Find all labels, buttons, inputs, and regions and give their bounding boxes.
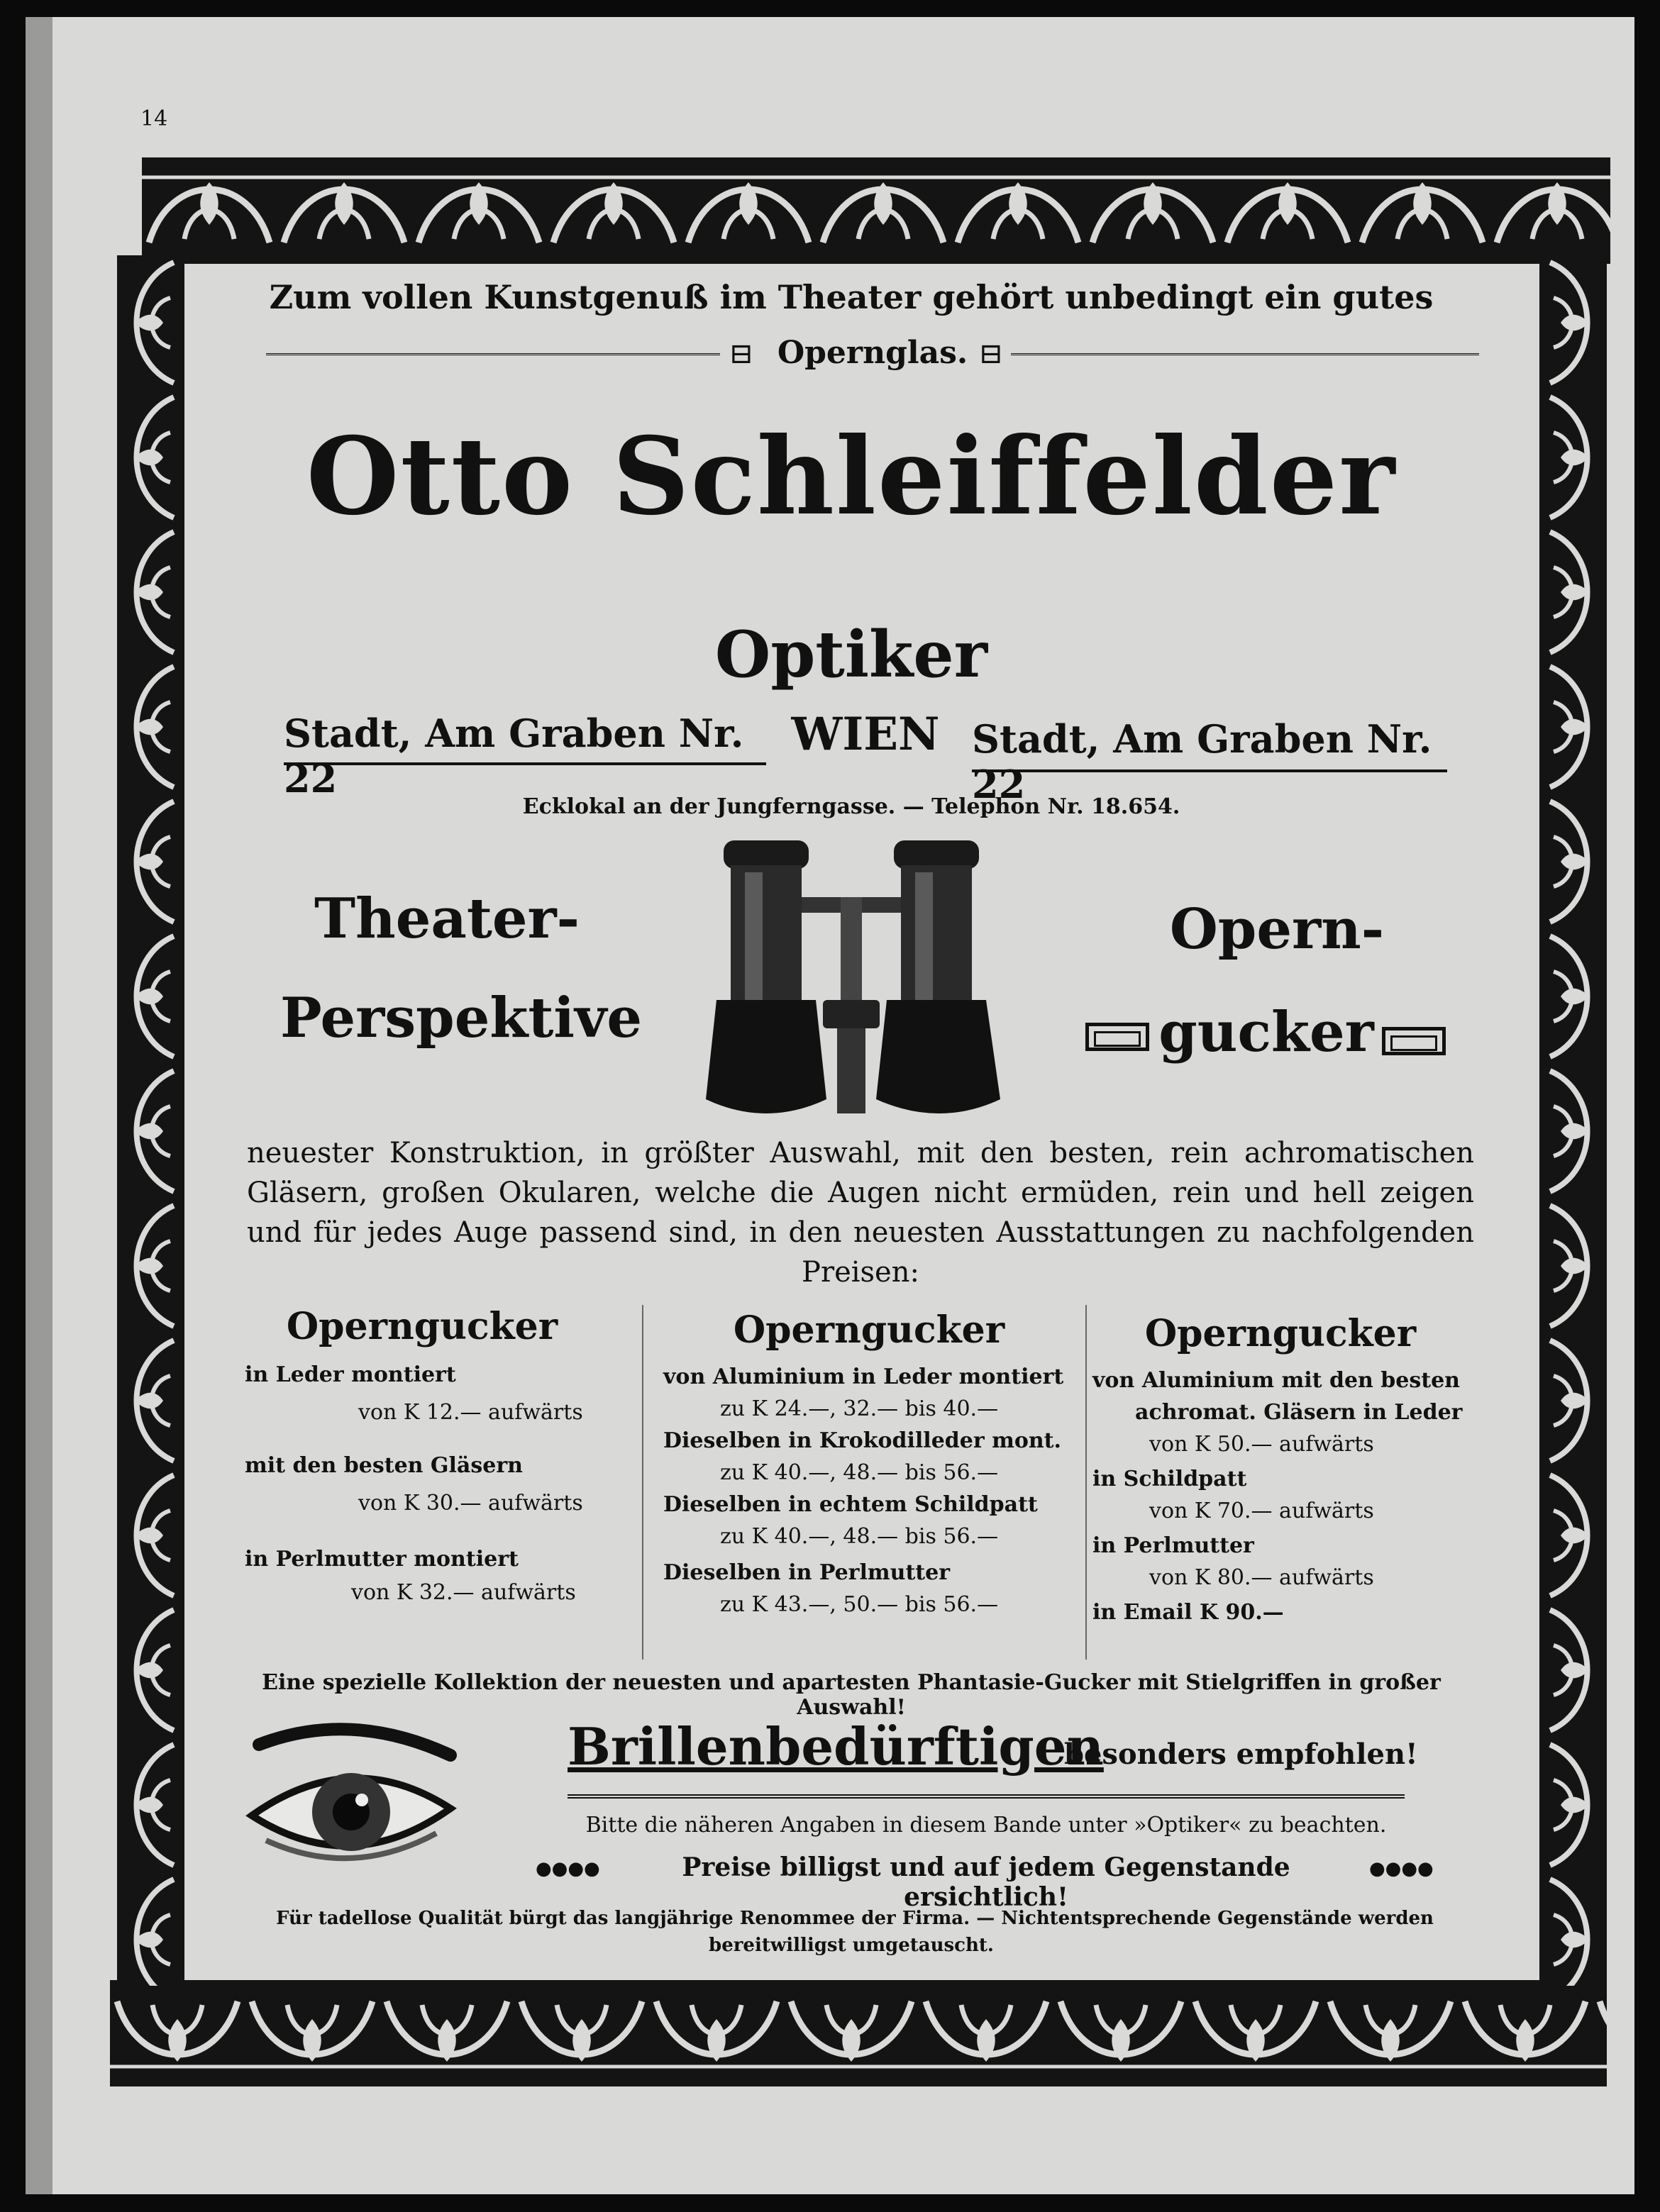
footer-line: Für tadellose Qualität bürgt das langjährige Renommee der Firma. — Nichtentsprechende Gegenstände werden [276, 1908, 1434, 1929]
address-right: Stadt, Am Graben Nr. 22 [972, 716, 1432, 807]
column-price: von K 30.— aufwärts [358, 1491, 583, 1516]
column-divider [642, 1305, 643, 1660]
glasses-deco-left: ●●●● [536, 1858, 600, 1879]
contact-line: Ecklokal an der Jungferngasse. — Telephon Nr. 18.654. [522, 794, 1180, 819]
intro-line: Zum vollen Kunstgenuß im Theater gehört unbedingt ein gutes [269, 278, 1434, 316]
page-edge-shadow [26, 17, 52, 2194]
eye-illustration [245, 1716, 458, 1886]
opera-glasses-illustration [695, 830, 1014, 1135]
border-left [117, 255, 184, 1986]
address-left: Stadt, Am Graben Nr. 22 [284, 711, 744, 801]
column-line: von Aluminium mit den besten [1092, 1368, 1460, 1393]
intro-rule-right [1011, 353, 1479, 355]
headline-deco-right [1382, 1027, 1446, 1055]
column-title: Operngucker [1144, 1312, 1417, 1355]
company-name: Otto Schleiffelder [306, 414, 1397, 539]
price-column-1 [245, 1305, 628, 1605]
city: WIEN [791, 708, 940, 761]
description-line: neuester Konstruktion, in größter Auswahl, mit den besten, rein achromatischen [247, 1137, 1474, 1169]
border-top [142, 157, 1610, 264]
column-price: zu K 43.—, 50.— bis 56.— [720, 1592, 999, 1617]
column-price: von K 12.— aufwärts [358, 1400, 583, 1425]
column-line: Dieselben in Krokodilleder mont. [663, 1428, 1061, 1453]
column-line: in Schildpatt [1092, 1467, 1247, 1491]
headline-opern: Opern- [1169, 897, 1385, 962]
column-price: von K 50.— aufwärts [1149, 1432, 1374, 1457]
column-price: zu K 24.—, 32.— bis 40.— [720, 1396, 999, 1421]
border-right [1539, 255, 1607, 1986]
column-price: von K 80.— aufwärts [1149, 1565, 1374, 1590]
glasses-suffix: besonders empfohlen! [1064, 1738, 1418, 1771]
intro-opernglas: Opernglas. [777, 335, 968, 371]
special-collection: Eine spezielle Kollektion der neuesten und apartesten Phantasie-Gucker mit Stielgriffen in großer Auswahl! [262, 1670, 1441, 1720]
footer-line: bereitwilligst umgetauscht. [709, 1935, 994, 1956]
price-column-3 [1092, 1312, 1490, 1625]
address-right-underline [972, 769, 1447, 772]
glasses-deco-right: ●●●● [1369, 1858, 1434, 1879]
column-divider [1085, 1305, 1087, 1660]
column-price: von K 32.— aufwärts [351, 1580, 576, 1605]
description-line: Gläsern, großen Okularen, welche die Augen nicht ermüden, rein und hell zeigen [247, 1177, 1474, 1209]
column-title: Operngucker [733, 1308, 1005, 1352]
intro-deco-right: ⊟ [979, 338, 1003, 370]
column-line: in Perlmutter montiert [245, 1547, 519, 1572]
glasses-prices: Preise billigst und auf jedem Gegenstande ersichtlich! [682, 1852, 1290, 1912]
column-price: von K 70.— aufwärts [1149, 1499, 1374, 1523]
column-line: von Aluminium in Leder montiert [663, 1365, 1064, 1389]
intro-deco-left: ⊟ [729, 338, 753, 370]
column-line: achromat. Gläsern in Leder [1135, 1400, 1463, 1425]
column-price: zu K 40.—, 48.— bis 56.— [720, 1460, 999, 1485]
headline-perspektive: Perspektive [280, 986, 642, 1050]
glasses-note: Bitte die näheren Angaben in diesem Bande unter »Optiker« zu beachten. [585, 1813, 1387, 1838]
glasses-rule [568, 1794, 1405, 1799]
column-price: zu K 40.—, 48.— bis 56.— [720, 1524, 999, 1549]
intro-rule-left [266, 353, 720, 355]
description-line: Preisen: [802, 1256, 919, 1289]
column-title: Operngucker [286, 1305, 558, 1348]
description-line: und für jedes Auge passend sind, in den neuesten Ausstattungen zu nachfolgenden [247, 1216, 1474, 1249]
column-line: in Perlmutter [1092, 1533, 1254, 1558]
column-line: in Email K 90.— [1092, 1600, 1284, 1625]
headline-deco-left [1085, 1023, 1149, 1051]
headline-gucker: gucker [1158, 1000, 1374, 1065]
glasses-headline: Brillenbedürftigen [568, 1716, 1104, 1777]
price-column-2 [663, 1308, 1075, 1617]
column-line: in Leder montiert [245, 1362, 456, 1387]
headline-theater: Theater- [314, 887, 580, 951]
column-line: mit den besten Gläsern [245, 1453, 523, 1478]
address-left-underline [284, 762, 766, 765]
column-line: Dieselben in echtem Schildpatt [663, 1492, 1038, 1517]
company-profession: Optiker [714, 617, 988, 692]
page-number: 14 [140, 106, 168, 131]
description [247, 1133, 1474, 1292]
column-line: Dieselben in Perlmutter [663, 1560, 951, 1585]
border-bottom [110, 1980, 1607, 2086]
